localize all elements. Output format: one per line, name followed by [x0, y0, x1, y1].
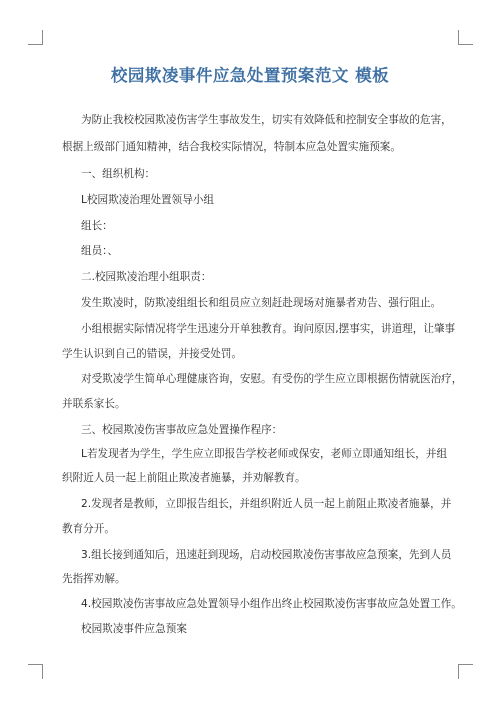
section-heading: 三、校园欺凌伤害事故应急处置操作程序：	[81, 424, 283, 436]
list-item: 组员：、	[81, 245, 119, 257]
paragraph-line: 织附近人员一起上前阻止欺凌者施暴，并劝解教育。	[62, 472, 306, 484]
crop-mark-bottom-right	[458, 664, 473, 679]
section-heading: 二.校园欺凌治理小组职责：	[81, 271, 212, 283]
paragraph-line: 教育分开。	[62, 523, 115, 535]
paragraph-line: 根据上级部门通知精神，结合我校实际情况，特制本应急处置实施预案。	[62, 141, 401, 153]
section-heading: 一、组织机构：	[81, 168, 156, 180]
paragraph-line: 为防止我校校园欺凌伤害学生事故发生，切实有效降低和控制安全事故的危害，	[81, 114, 452, 126]
crop-mark-top-right	[458, 30, 473, 45]
paragraph-line: 学生认识到自己的错误，并接受处罚。	[62, 348, 243, 360]
document-title: 校园欺凌事件应急处置预案范文 模板	[110, 66, 390, 85]
paragraph-line: 发生欺凌时，防欺凌组组长和组员应立刻赶赴现场对施暴者劝告、强行阻止。	[81, 297, 442, 309]
list-item: L校园欺凌治理处置领导小组	[81, 194, 215, 206]
paragraph-line: 小组根据实际情况将学生迅速分开单独教育。询问原因,摆事实，讲道理，让肇事	[81, 323, 456, 335]
paragraph-line: L若发现者为学生，学生应立即报告学校老师或保安，老师立即通知组长，并组	[81, 448, 448, 460]
paragraph-line: 并联系家长。	[62, 398, 126, 410]
paragraph-line: 对受欺凌学生简单心理健康咨询，安慰。有受伤的学生应立即根据伤情就医治疗，	[81, 373, 463, 385]
paragraph-line: 3.组长接到通知后，迅速赶到现场，启动校园欺凌伤害事故应急预案，先到人员	[81, 549, 452, 561]
crop-mark-top-left	[28, 30, 43, 45]
section-heading: 校园欺凌事件应急预案	[81, 623, 187, 635]
paragraph-line: 先指挥劝解。	[62, 573, 126, 585]
paragraph-line: 4.校园欺凌伤害事故应急处置领导小组作出终止校园欺凌伤害事故应急处置工作。	[81, 598, 462, 610]
paragraph-line: 2.发现者是教师，立即报告组长，并组织附近人员一起上前阻止欺凌者施暴，并	[81, 498, 452, 510]
crop-mark-bottom-left	[28, 664, 43, 679]
list-item: 组长：	[81, 220, 113, 232]
